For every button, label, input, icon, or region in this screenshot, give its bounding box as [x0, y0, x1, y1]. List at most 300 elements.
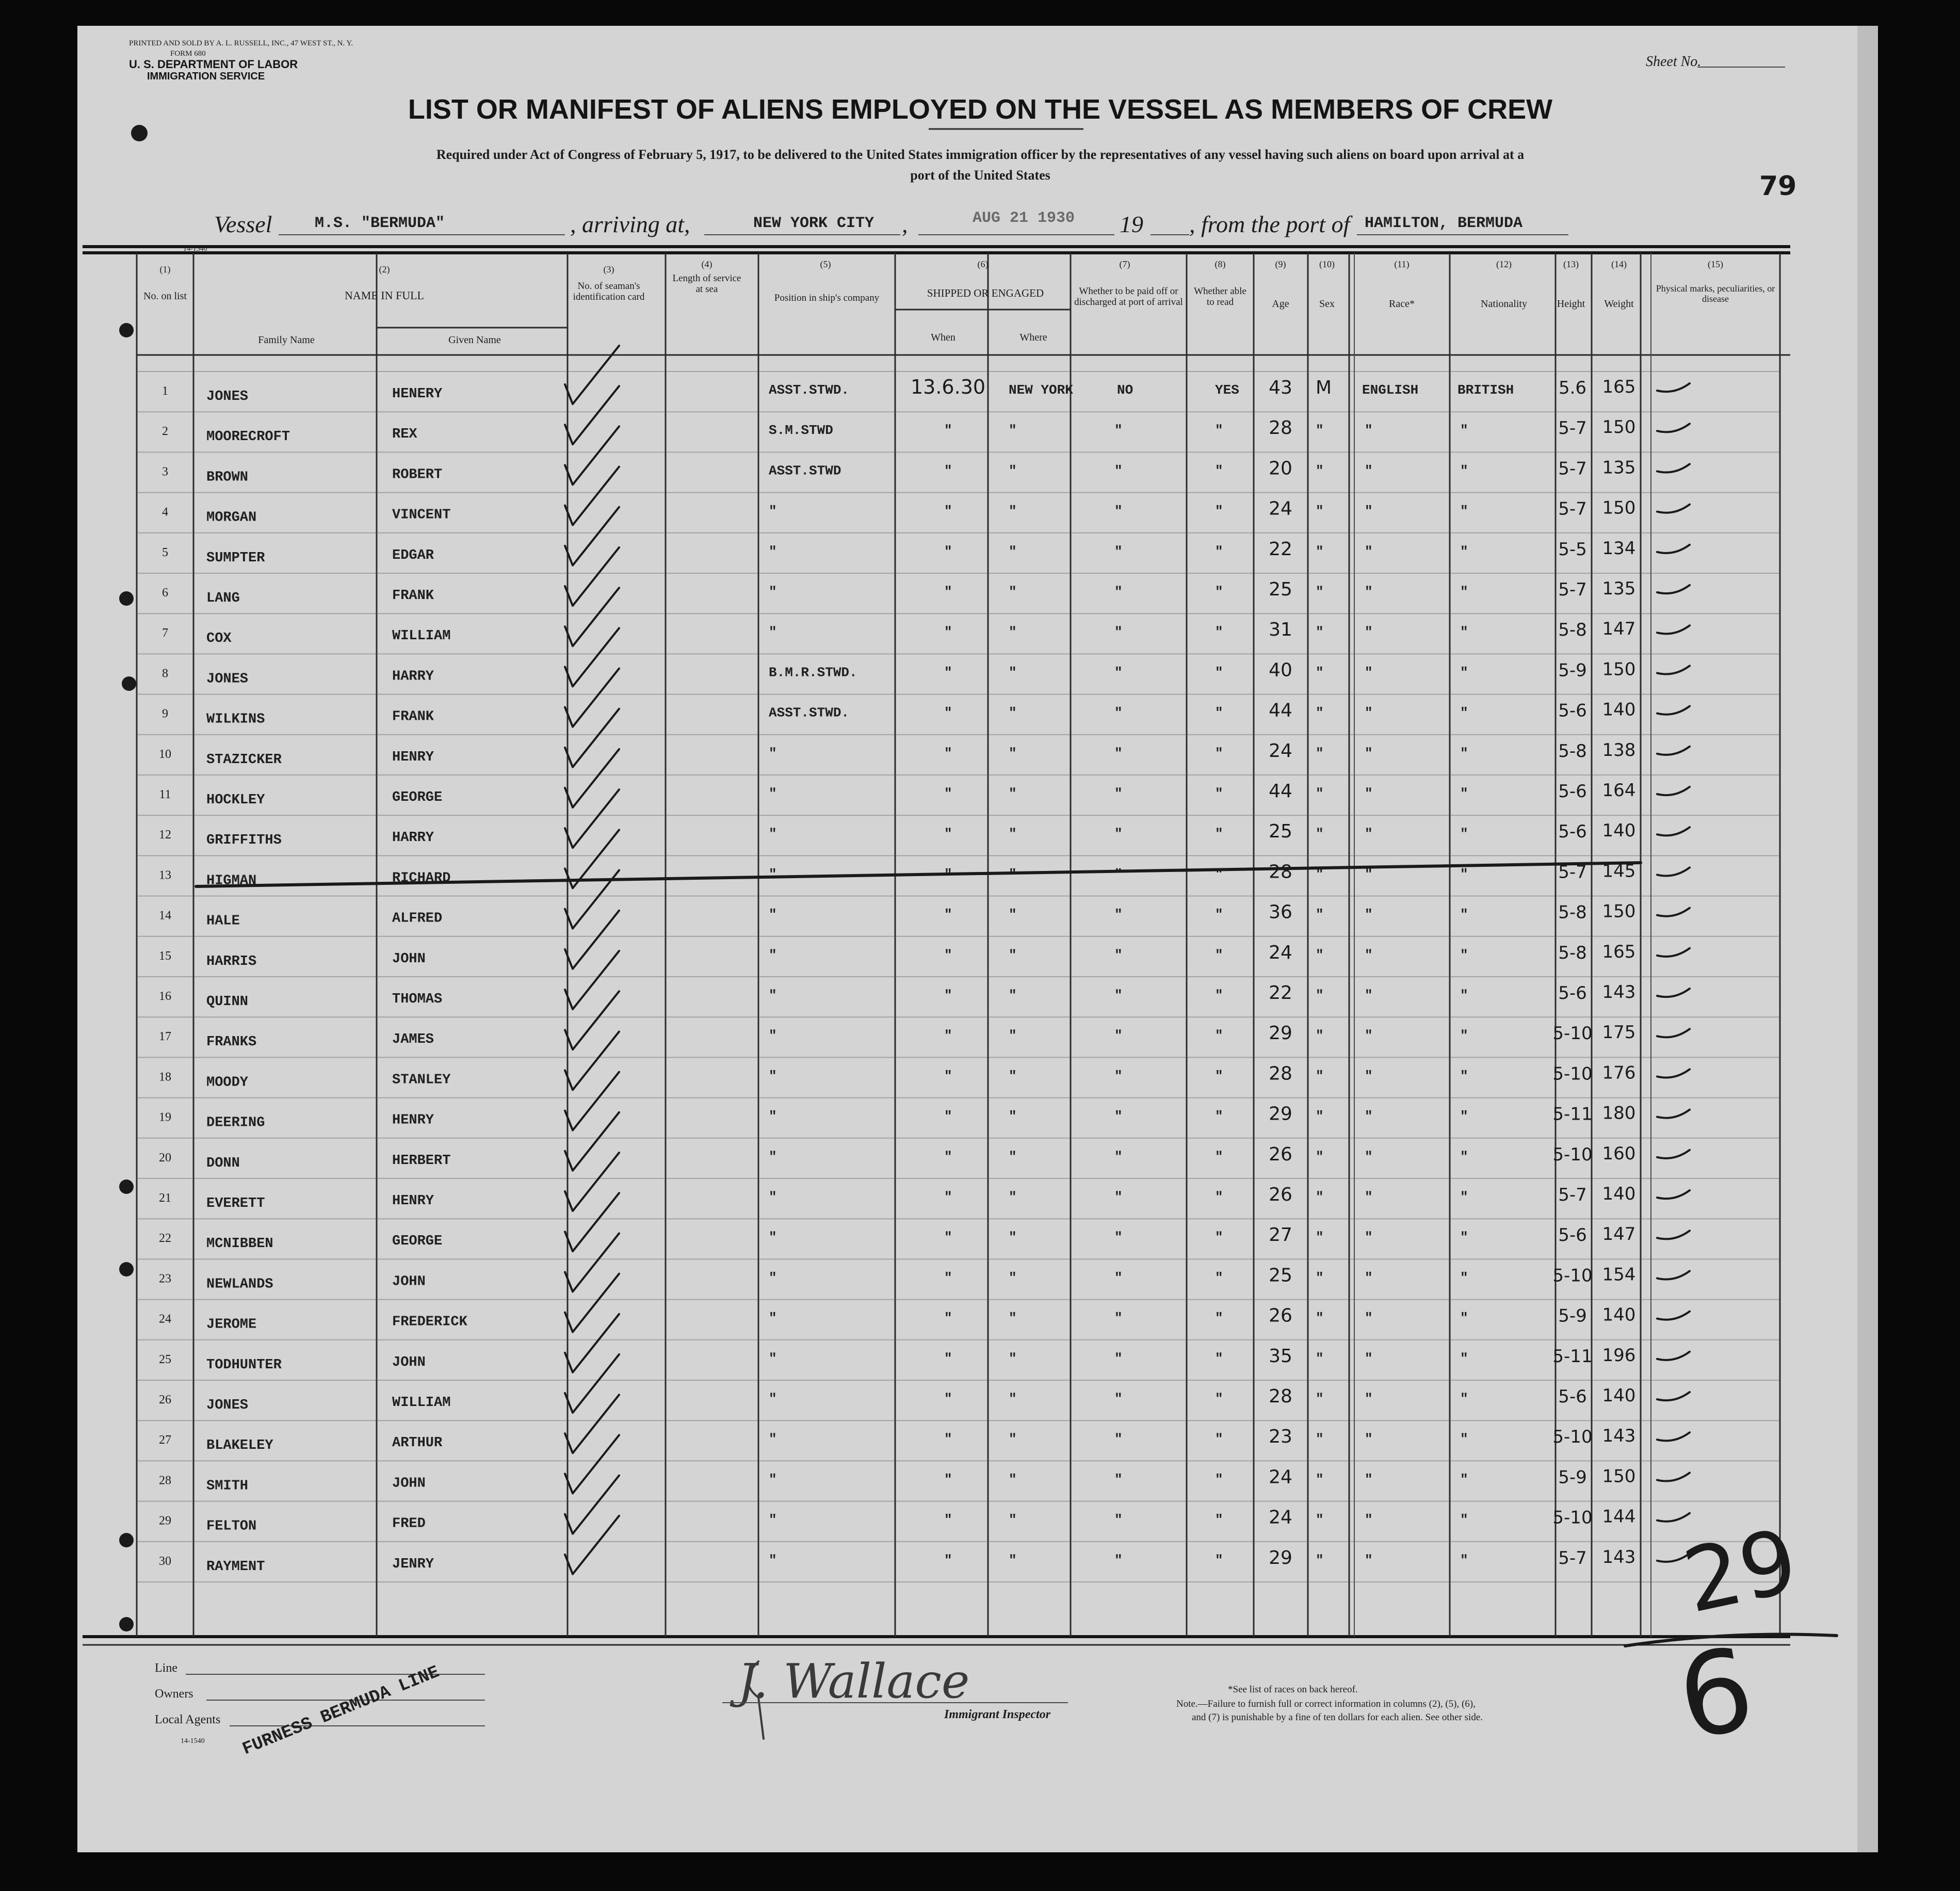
- sex: ": [1316, 1270, 1324, 1286]
- height: 5-9: [1558, 1305, 1587, 1327]
- position: ": [769, 1472, 777, 1488]
- nationality: ": [1460, 786, 1468, 801]
- nationality: ": [1460, 624, 1468, 640]
- height: 5-6: [1558, 1386, 1587, 1407]
- able-to-read: ": [1215, 584, 1223, 600]
- col-header-no: No. on list: [143, 290, 187, 302]
- able-to-read: ": [1215, 463, 1223, 479]
- family-name: FELTON: [206, 1518, 257, 1534]
- sex: ": [1316, 947, 1324, 963]
- family-name: HOCKLEY: [206, 793, 265, 808]
- shipped-when: ": [944, 584, 952, 600]
- height: 5-8: [1558, 902, 1587, 923]
- row-number: 28: [159, 1474, 171, 1488]
- able-to-read: ": [1215, 665, 1223, 681]
- position: ": [769, 1310, 777, 1326]
- race: ENGLISH: [1362, 382, 1419, 398]
- race: ": [1365, 1149, 1373, 1165]
- shipped-when: ": [944, 1149, 952, 1165]
- row-number: 30: [159, 1554, 171, 1568]
- height: 5-10: [1552, 1023, 1593, 1044]
- position: ": [769, 1350, 777, 1366]
- nationality: ": [1460, 584, 1468, 600]
- nationality: ": [1460, 1431, 1468, 1447]
- document-title: LIST OR MANIFEST OF ALIENS EMPLOYED ON THE VESSEL AS MEMBERS OF CREW: [408, 94, 1553, 125]
- row-number: 11: [159, 788, 171, 801]
- age: 29: [1269, 1547, 1292, 1569]
- shipped-where: ": [1009, 463, 1017, 479]
- shipped-when: ": [944, 826, 952, 842]
- position: ": [769, 1512, 777, 1528]
- sex: ": [1316, 1350, 1324, 1366]
- height: 5-5: [1558, 539, 1587, 560]
- shipped-where: ": [1009, 1512, 1017, 1528]
- department-name: U. S. DEPARTMENT OF LABOR: [129, 58, 298, 71]
- sex: ": [1316, 584, 1324, 600]
- row-number: 29: [159, 1514, 171, 1528]
- sex: ": [1316, 503, 1324, 519]
- shipped-where: ": [1009, 1350, 1017, 1366]
- age: 43: [1269, 377, 1292, 398]
- height: 5-7: [1558, 1185, 1587, 1205]
- family-name: JONES: [206, 1398, 249, 1413]
- shipped-when: ": [944, 1108, 952, 1124]
- race: ": [1365, 1350, 1373, 1366]
- col-header-when: When: [931, 332, 955, 343]
- family-name: BROWN: [206, 470, 249, 486]
- sheet-number-label: Sheet No.: [1646, 54, 1702, 70]
- nationality: BRITISH: [1457, 382, 1514, 398]
- height: 5-7: [1558, 458, 1587, 479]
- able-to-read: ": [1215, 423, 1223, 439]
- able-to-read: ": [1215, 1108, 1223, 1124]
- race: ": [1365, 624, 1373, 640]
- nationality: ": [1460, 1028, 1468, 1044]
- given-name: ALFRED: [392, 911, 443, 927]
- race: ": [1365, 947, 1373, 963]
- sex: ": [1316, 1310, 1324, 1326]
- given-name: ARTHUR: [392, 1435, 443, 1451]
- height: 5-8: [1558, 620, 1587, 641]
- nationality: ": [1460, 1068, 1468, 1084]
- height: 5-10: [1552, 1063, 1593, 1085]
- able-to-read: YES: [1215, 382, 1239, 398]
- race: ": [1365, 1270, 1373, 1286]
- nationality: ": [1460, 1472, 1468, 1488]
- race: ": [1365, 866, 1373, 882]
- sex: ": [1316, 1391, 1324, 1407]
- race: ": [1365, 423, 1373, 439]
- nationality: ": [1460, 543, 1468, 559]
- given-name: ROBERT: [392, 467, 443, 483]
- paid-off: ": [1114, 947, 1123, 963]
- given-name: JOHN: [392, 1354, 426, 1370]
- svg-text:(8): (8): [1214, 259, 1226, 269]
- row-number: 20: [159, 1151, 171, 1165]
- nationality: ": [1460, 705, 1468, 721]
- able-to-read: ": [1215, 543, 1223, 559]
- paid-off: ": [1114, 584, 1123, 600]
- paid-off: ": [1114, 1108, 1123, 1124]
- sex: ": [1316, 988, 1324, 1003]
- sex: ": [1316, 1230, 1324, 1246]
- able-to-read: ": [1215, 786, 1223, 801]
- given-name: VINCENT: [392, 507, 451, 523]
- height: 5-11: [1552, 1346, 1593, 1367]
- form-code: 14-1540: [183, 245, 207, 253]
- given-name: REX: [392, 427, 417, 443]
- sex: ": [1316, 463, 1324, 479]
- row-number: 18: [159, 1070, 171, 1084]
- race: ": [1365, 1552, 1373, 1568]
- age: 44: [1269, 781, 1292, 802]
- position: ": [769, 826, 777, 842]
- shipped-where: ": [1009, 947, 1017, 963]
- svg-text:(13): (13): [1563, 259, 1579, 269]
- row-number: 27: [159, 1433, 171, 1447]
- shipped-where: ": [1009, 1230, 1017, 1246]
- svg-text:(5): (5): [820, 259, 831, 269]
- weight: 143: [1602, 1546, 1636, 1567]
- owners-label: Owners: [155, 1687, 193, 1701]
- furness-bermuda-stamp: FURNESS BERMUDA LINE: [239, 1662, 443, 1760]
- weight: 160: [1602, 1143, 1636, 1164]
- shipped-when: ": [944, 1189, 952, 1205]
- svg-text:(11): (11): [1394, 259, 1410, 269]
- col-header-where: Where: [1019, 332, 1047, 343]
- age: 29: [1269, 1103, 1292, 1125]
- given-name: FREDERICK: [392, 1314, 467, 1330]
- able-to-read: ": [1215, 1350, 1223, 1366]
- position: ": [769, 1230, 777, 1246]
- weight: 180: [1602, 1103, 1636, 1124]
- sex: ": [1316, 1189, 1324, 1205]
- shipped-when: ": [944, 1230, 952, 1246]
- col-header-weight: Weight: [1604, 298, 1634, 310]
- shipped-where: ": [1009, 907, 1017, 923]
- height: 5.6: [1558, 378, 1587, 398]
- given-name: GEORGE: [392, 1234, 443, 1250]
- row-number: 9: [162, 707, 168, 721]
- race: ": [1365, 543, 1373, 559]
- col-header-height: Height: [1557, 298, 1585, 310]
- shipped-when: ": [944, 1350, 952, 1366]
- row-number: 10: [159, 747, 171, 761]
- height: 5-6: [1558, 821, 1587, 843]
- age: 22: [1269, 538, 1292, 560]
- svg-text:(7): (7): [1119, 259, 1130, 269]
- given-name: JOHN: [392, 1274, 426, 1290]
- able-to-read: ": [1215, 624, 1223, 640]
- svg-text:(2): (2): [379, 264, 390, 274]
- immigrant-inspector-label: Immigrant Inspector: [944, 1708, 1051, 1721]
- svg-text:,: ,: [902, 211, 908, 237]
- age: 35: [1269, 1345, 1292, 1367]
- col-header-position: Position in ship's company: [774, 293, 880, 303]
- height: 5-11: [1552, 1104, 1593, 1125]
- weight: 154: [1602, 1264, 1636, 1285]
- given-name: STANLEY: [392, 1072, 451, 1088]
- col-header-family: Family Name: [258, 334, 315, 346]
- weight: 145: [1602, 861, 1636, 882]
- given-name: HARRY: [392, 669, 434, 685]
- family-name: JEROME: [206, 1317, 257, 1333]
- tally-count-bottom: 6: [1669, 1622, 1763, 1766]
- shipped-where: ": [1009, 1472, 1017, 1488]
- sex: ": [1316, 1108, 1324, 1124]
- race: ": [1365, 1472, 1373, 1488]
- inspector-signature: J. Wallace: [738, 1654, 970, 1709]
- able-to-read: ": [1215, 1472, 1223, 1488]
- family-name: GRIFFITHS: [206, 833, 282, 849]
- position: ": [769, 1552, 777, 1568]
- able-to-read: ": [1215, 503, 1223, 519]
- printer-line: PRINTED AND SOLD BY A. L. RUSSELL, INC., 47 WEST ST., N. Y.: [129, 39, 353, 47]
- nationality: ": [1460, 1270, 1468, 1286]
- sex: ": [1316, 1149, 1324, 1165]
- weight: 140: [1602, 820, 1636, 842]
- weight: 143: [1602, 982, 1636, 1003]
- weight: 144: [1602, 1506, 1636, 1527]
- sex: ": [1316, 1431, 1324, 1447]
- family-name: EVERETT: [206, 1196, 265, 1211]
- age: 25: [1269, 1265, 1292, 1286]
- fine-note-line1: Note.—Failure to furnish full or correct information in columns (2), (5), (6),: [1176, 1699, 1476, 1709]
- col-header-name: NAME IN FULL: [345, 289, 424, 302]
- svg-text:(9): (9): [1275, 259, 1286, 269]
- height: 5-9: [1558, 1467, 1587, 1488]
- nationality: ": [1460, 1189, 1468, 1205]
- family-name: STAZICKER: [206, 752, 282, 768]
- row-number: 4: [162, 505, 168, 519]
- age: 24: [1269, 498, 1292, 520]
- race: ": [1365, 826, 1373, 842]
- service-name: IMMIGRATION SERVICE: [147, 71, 265, 82]
- document-subtitle: Required under Act of Congress of February 5, 1917, to be delivered to the United States immigration officer by the representatives of any vessel having such aliens on board upon arrival at a: [436, 147, 1525, 162]
- row-number: 6: [162, 586, 168, 600]
- age: 24: [1269, 942, 1292, 963]
- weight: 135: [1602, 457, 1636, 478]
- given-name: HENERY: [392, 386, 443, 402]
- age: 24: [1269, 1507, 1292, 1528]
- height: 5-8: [1558, 740, 1587, 762]
- from-port: HAMILTON, BERMUDA: [1365, 215, 1523, 232]
- family-name: HARRIS: [206, 953, 257, 969]
- family-name: BLAKELEY: [206, 1438, 273, 1454]
- paid-off: ": [1114, 1472, 1123, 1488]
- tally-count-top: 29: [1675, 1510, 1806, 1634]
- given-name: HENRY: [392, 1193, 434, 1209]
- paid-off: ": [1114, 1028, 1123, 1044]
- paid-off: ": [1114, 1149, 1123, 1165]
- weight: 150: [1602, 659, 1636, 680]
- position: ASST.STWD: [769, 463, 841, 479]
- shipped-where: ": [1009, 1310, 1017, 1326]
- position: ": [769, 907, 777, 923]
- sex: ": [1316, 745, 1324, 761]
- family-name: TODHUNTER: [206, 1357, 282, 1373]
- row-number: 5: [162, 545, 168, 559]
- shipped-where: ": [1009, 1028, 1017, 1044]
- nationality: ": [1460, 947, 1468, 963]
- sex: ": [1316, 624, 1324, 640]
- age: 26: [1269, 1305, 1292, 1327]
- weight: 138: [1602, 739, 1636, 761]
- height: 5-9: [1558, 660, 1587, 681]
- nationality: ": [1460, 1552, 1468, 1568]
- date-stamp: AUG 21 1930: [973, 209, 1075, 227]
- weight: 150: [1602, 1466, 1636, 1487]
- family-name: RAYMENT: [206, 1559, 265, 1575]
- paid-off: ": [1114, 463, 1123, 479]
- race: ": [1365, 907, 1373, 923]
- svg-text:(14): (14): [1611, 259, 1627, 269]
- height: 5-7: [1558, 862, 1587, 883]
- shipped-where: ": [1009, 1149, 1017, 1165]
- able-to-read: ": [1215, 866, 1223, 882]
- nationality: ": [1460, 1310, 1468, 1326]
- family-name: MORGAN: [206, 510, 257, 526]
- col-header-nationality: Nationality: [1481, 298, 1527, 310]
- height: 5-10: [1552, 1507, 1593, 1528]
- shipped-when: ": [944, 786, 952, 801]
- age: 22: [1269, 982, 1292, 1004]
- weight: 134: [1602, 538, 1636, 559]
- weight: 196: [1602, 1345, 1636, 1366]
- svg-text:(6): (6): [977, 259, 989, 269]
- age: 24: [1269, 1466, 1292, 1488]
- sex: ": [1316, 423, 1324, 439]
- shipped-where: ": [1009, 584, 1017, 600]
- height: 5-6: [1558, 781, 1587, 802]
- shipped-where: ": [1009, 1108, 1017, 1124]
- age: 36: [1269, 901, 1292, 923]
- col-header-read: Whether able to read: [1194, 286, 1246, 308]
- col-header-physical-marks: Physical marks, peculiarities, or disease: [1656, 284, 1775, 304]
- weight: 164: [1602, 780, 1636, 801]
- nationality: ": [1460, 665, 1468, 681]
- svg-text:(12): (12): [1496, 259, 1512, 269]
- family-name: DEERING: [206, 1115, 265, 1131]
- race: ": [1365, 705, 1373, 721]
- row-number: 15: [159, 949, 171, 963]
- sex: ": [1316, 826, 1324, 842]
- age: 23: [1269, 1426, 1292, 1448]
- age: 20: [1269, 458, 1292, 479]
- age: 25: [1269, 579, 1292, 600]
- given-name: WILLIAM: [392, 1395, 451, 1411]
- able-to-read: ": [1215, 1391, 1223, 1407]
- sex: ": [1316, 1472, 1324, 1488]
- paid-off: ": [1114, 866, 1123, 882]
- able-to-read: ": [1215, 826, 1223, 842]
- shipped-when: ": [944, 988, 952, 1003]
- paid-off: ": [1114, 1068, 1123, 1084]
- svg-text:(10): (10): [1319, 259, 1335, 269]
- shipped-when: ": [944, 907, 952, 923]
- family-name: COX: [206, 631, 232, 647]
- age: 28: [1269, 417, 1292, 439]
- age: 29: [1269, 1023, 1292, 1044]
- col-header-shipped: SHIPPED OR ENGAGED: [927, 287, 1044, 299]
- age: 28: [1269, 861, 1292, 883]
- row-number: 16: [159, 990, 171, 1003]
- shipped-when: 13.6.30: [911, 376, 986, 398]
- family-name: LANG: [206, 591, 240, 606]
- shipped-where: ": [1009, 826, 1017, 842]
- able-to-read: ": [1215, 1068, 1223, 1084]
- nationality: ": [1460, 1391, 1468, 1407]
- given-name: JOHN: [392, 1476, 426, 1492]
- paid-off: ": [1114, 826, 1123, 842]
- shipped-where: ": [1009, 745, 1017, 761]
- nationality: ": [1460, 423, 1468, 439]
- col-header-given: Given Name: [448, 334, 501, 346]
- shipped-when: ": [944, 1431, 952, 1447]
- row-number: 3: [162, 465, 168, 479]
- position: ASST.STWD.: [769, 705, 850, 721]
- height: 5-6: [1558, 983, 1587, 1004]
- height: 5-10: [1552, 1144, 1593, 1165]
- weight: 147: [1602, 619, 1636, 640]
- age: 26: [1269, 1184, 1292, 1205]
- able-to-read: ": [1215, 1270, 1223, 1286]
- paid-off: ": [1114, 1189, 1123, 1205]
- paid-off: ": [1114, 1391, 1123, 1407]
- nationality: ": [1460, 1350, 1468, 1366]
- race: ": [1365, 1230, 1373, 1246]
- shipped-when: ": [944, 745, 952, 761]
- paid-off: ": [1114, 624, 1123, 640]
- svg-text:(15): (15): [1708, 259, 1723, 269]
- weight: 143: [1602, 1426, 1636, 1447]
- position: ASST.STWD.: [769, 382, 850, 398]
- svg-text:(4): (4): [701, 259, 712, 269]
- shipped-where: ": [1009, 866, 1017, 882]
- nationality: ": [1460, 503, 1468, 519]
- fine-note-line2: and (7) is punishable by a fine of ten dollars for each alien. See other side.: [1192, 1712, 1483, 1723]
- height: 5-7: [1558, 579, 1587, 600]
- position: ": [769, 543, 777, 559]
- height: 5-6: [1558, 700, 1587, 721]
- shipped-where: ": [1009, 988, 1017, 1003]
- col-header-age: Age: [1272, 298, 1289, 310]
- race: ": [1365, 1431, 1373, 1447]
- nationality: ": [1460, 745, 1468, 761]
- race: ": [1365, 665, 1373, 681]
- shipped-where: ": [1009, 1270, 1017, 1286]
- shipped-when: ": [944, 1552, 952, 1568]
- race: ": [1365, 745, 1373, 761]
- weight: 176: [1602, 1062, 1636, 1084]
- able-to-read: ": [1215, 1230, 1223, 1246]
- sex: ": [1316, 1552, 1324, 1568]
- paid-off: ": [1114, 705, 1123, 721]
- race: ": [1365, 584, 1373, 600]
- paid-off: ": [1114, 1512, 1123, 1528]
- position: ": [769, 786, 777, 801]
- paid-off: ": [1114, 503, 1123, 519]
- row-number: 17: [159, 1030, 171, 1044]
- family-name: SUMPTER: [206, 550, 265, 566]
- age: 28: [1269, 1386, 1292, 1407]
- shipped-where: ": [1009, 1391, 1017, 1407]
- position: B.M.R.STWD.: [769, 665, 857, 681]
- col-header-id-card: No. of seaman's identification card: [573, 281, 645, 302]
- able-to-read: ": [1215, 988, 1223, 1003]
- nationality: ": [1460, 463, 1468, 479]
- shipped-when: ": [944, 665, 952, 681]
